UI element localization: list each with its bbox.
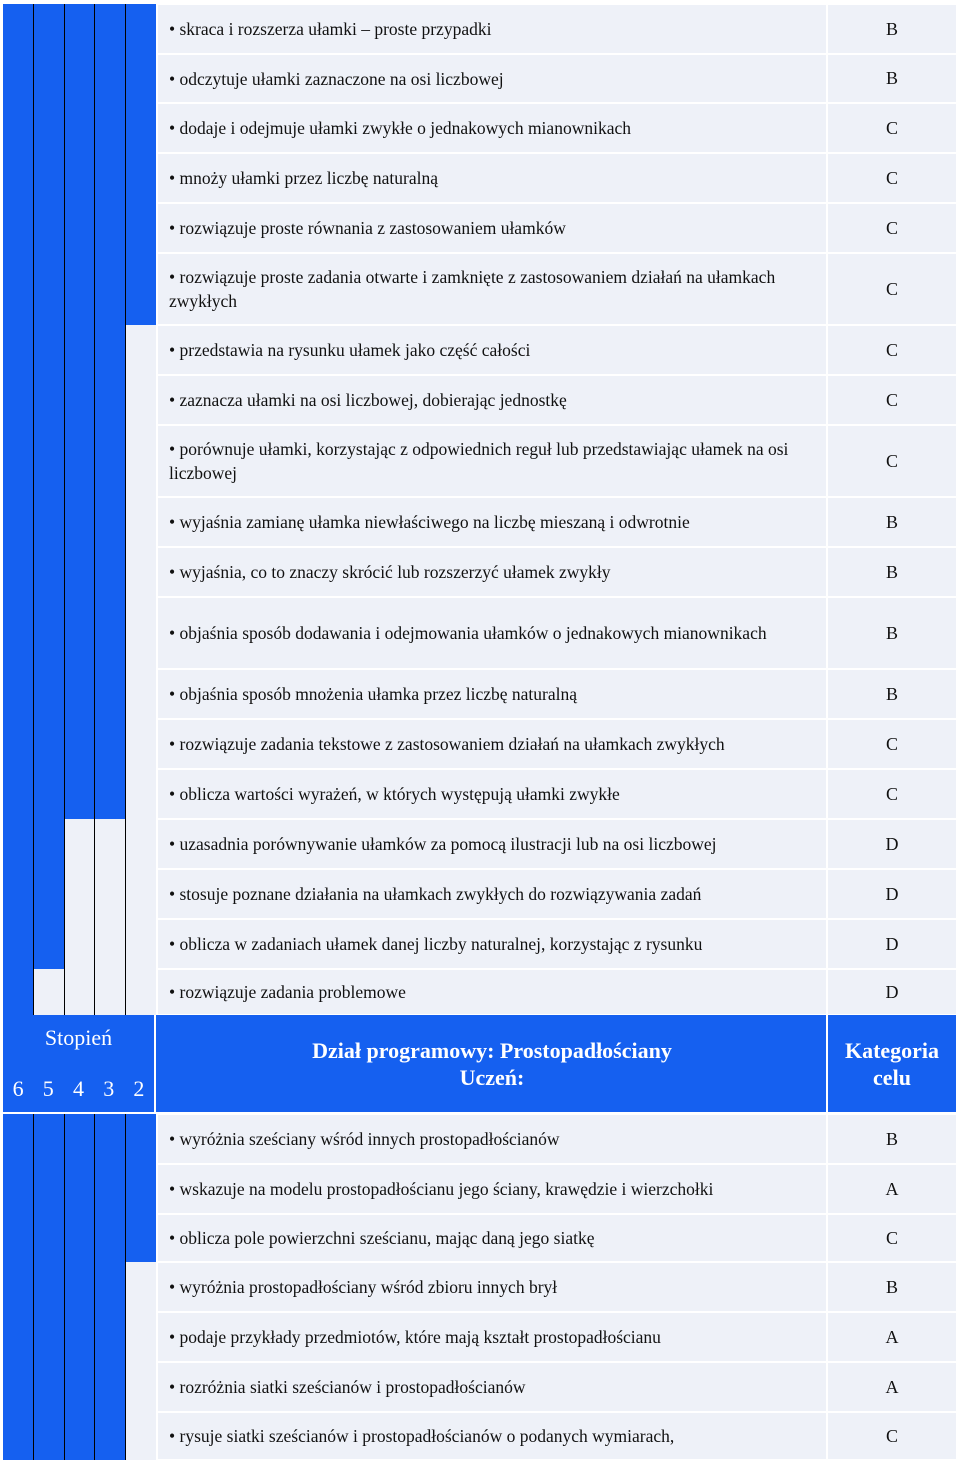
requirement-text: • zaznacza ułamki na osi liczbowej, dobierając jednostkę (158, 376, 826, 424)
grade-cells (3, 1262, 156, 1312)
requirement-text: • wyjaśnia, co to znaczy skrócić lub rozszerzyć ułamek zwykły (158, 548, 826, 596)
table-row (3, 769, 956, 819)
table-row (3, 203, 956, 253)
requirement-text: • rozwiązuje proste zadania otwarte i zamknięte z zastosowaniem działań na ułamkach zwykłych (158, 254, 826, 324)
table-row (3, 1312, 956, 1362)
table-row (3, 325, 956, 375)
requirement-text: • przedstawia na rysunku ułamek jako część całości (158, 326, 826, 374)
requirement-text: • wyróżnia sześciany wśród innych prostopadłościanów (158, 1115, 826, 1163)
grade-number: 3 (103, 1076, 115, 1101)
table-row (3, 425, 956, 497)
requirement-text: • mnoży ułamki przez liczbę naturalną (158, 154, 826, 202)
table-row (3, 1214, 956, 1262)
category-value: B (828, 598, 956, 668)
requirement-text: • wskazuje na modelu prostopadłościanu jego ściany, krawędzie i wierzchołki (158, 1165, 826, 1213)
table-row (3, 54, 956, 103)
category-value: D (828, 920, 956, 968)
table-row (3, 253, 956, 325)
category-value: C (828, 376, 956, 424)
grade-cells (3, 819, 156, 869)
category-value: B (828, 5, 956, 53)
category-value: A (828, 1313, 956, 1361)
requirement-text: • dodaje i odejmuje ułamki zwykłe o jednakowych mianownikach (158, 104, 826, 152)
category-value: D (828, 970, 956, 1014)
grade-numbers (3, 1076, 154, 1102)
requirement-text: • skraca i rozszerza ułamki – proste przypadki (158, 5, 826, 53)
category-value: C (828, 426, 956, 496)
section-header (3, 1015, 956, 1112)
stopien-header (3, 1015, 156, 1112)
grade-cells (3, 1362, 156, 1412)
category-value: B (828, 670, 956, 718)
category-value: A (828, 1165, 956, 1213)
table-row (3, 103, 956, 153)
grade-cells (3, 54, 156, 103)
requirement-text: • porównuje ułamki, korzystając z odpowiednich reguł lub przedstawiając ułamek na osi liczbowej (158, 426, 826, 496)
grade-cells (3, 969, 156, 1015)
table-row (3, 919, 956, 969)
category-value: C (828, 1215, 956, 1261)
category-value: C (828, 1413, 956, 1459)
table-row (3, 719, 956, 769)
table-row (3, 1114, 956, 1164)
table-row (3, 819, 956, 869)
grade-cells (3, 1412, 156, 1460)
table-row (3, 4, 956, 54)
grade-cells (3, 1214, 156, 1262)
grade-cells (3, 1312, 156, 1362)
requirement-text: • odczytuje ułamki zaznaczone na osi liczbowej (158, 55, 826, 102)
grade-cells (3, 547, 156, 597)
grade-cells (3, 425, 156, 497)
grade-cells (3, 325, 156, 375)
grade-number: 4 (73, 1076, 84, 1101)
requirement-text: • rozwiązuje zadania problemowe (158, 970, 826, 1014)
category-value: B (828, 55, 956, 102)
requirement-text: • objaśnia sposób mnożenia ułamka przez liczbę naturalną (158, 670, 826, 718)
category-header (828, 1015, 956, 1112)
category-value: D (828, 820, 956, 868)
table-row (3, 669, 956, 719)
requirement-text: • uzasadnia porównywanie ułamków za pomocą ilustracji lub na osi liczbowej (158, 820, 826, 868)
category-value: C (828, 154, 956, 202)
table-row (3, 597, 956, 669)
grade-cells (3, 253, 156, 325)
category-value: C (828, 254, 956, 324)
section-title-line2: Uczeń: (459, 1064, 525, 1090)
table-row (3, 1164, 956, 1214)
table-row (3, 375, 956, 425)
category-value: C (828, 770, 956, 818)
grade-cells (3, 597, 156, 669)
requirement-text: • wyróżnia prostopadłościany wśród zbioru innych brył (158, 1263, 826, 1311)
table-row (3, 547, 956, 597)
requirement-text: • rozróżnia siatki sześcianów i prostopadłościanów (158, 1363, 826, 1411)
category-value: B (828, 548, 956, 596)
category-value: C (828, 326, 956, 374)
grade-cells (3, 669, 156, 719)
requirement-text: • rozwiązuje proste równania z zastosowaniem ułamków (158, 204, 826, 252)
grade-number: 2 (133, 1076, 145, 1101)
requirement-text: • podaje przykłady przedmiotów, które mają kształt prostopadłościanu (158, 1313, 826, 1361)
category-value: C (828, 204, 956, 252)
category-header-line2: celu (873, 1064, 911, 1090)
grade-cells (3, 1164, 156, 1214)
table-row (3, 969, 956, 1015)
table-row (3, 869, 956, 919)
requirement-text: • wyjaśnia zamianę ułamka niewłaściwego na liczbę mieszaną i odwrotnie (158, 498, 826, 546)
requirement-text: • oblicza wartości wyrażeń, w których występują ułamki zwykłe (158, 770, 826, 818)
category-header-line1: Kategoria (844, 1037, 940, 1063)
grade-cells (3, 4, 156, 54)
category-value: C (828, 720, 956, 768)
stopien-label: Stopień (44, 1025, 113, 1050)
category-value: A (828, 1363, 956, 1411)
table-row (3, 497, 956, 547)
grade-cells (3, 919, 156, 969)
grade-cells (3, 375, 156, 425)
grade-number: 5 (42, 1076, 54, 1101)
requirement-text: • stosuje poznane działania na ułamkach zwykłych do rozwiązywania zadań (158, 870, 826, 918)
grade-cells (3, 869, 156, 919)
grade-cells (3, 103, 156, 153)
requirement-text: • oblicza w zadaniach ułamek danej liczby naturalnej, korzystając z rysunku (158, 920, 826, 968)
grade-cells (3, 769, 156, 819)
table-row (3, 1362, 956, 1412)
category-value: D (828, 870, 956, 918)
section-title (158, 1015, 828, 1112)
grade-cells (3, 497, 156, 547)
requirement-text: • rozwiązuje zadania tekstowe z zastosowaniem działań na ułamkach zwykłych (158, 720, 826, 768)
category-value: C (828, 104, 956, 152)
grade-cells (3, 719, 156, 769)
table-row (3, 153, 956, 203)
table-row (3, 1412, 956, 1460)
requirement-text: • oblicza pole powierzchni sześcianu, mając daną jego siatkę (158, 1215, 826, 1261)
requirement-text: • objaśnia sposób dodawania i odejmowania ułamków o jednakowych mianownikach (158, 598, 826, 668)
requirement-text: • rysuje siatki sześcianów i prostopadłościanów o podanych wymiarach, (158, 1413, 826, 1459)
category-value: B (828, 498, 956, 546)
grade-cells (3, 203, 156, 253)
section-title-line1: Dział programowy: Prostopadłościany (312, 1037, 672, 1063)
grade-number: 6 (12, 1076, 24, 1101)
grade-cells (3, 153, 156, 203)
grade-cells (3, 1114, 156, 1164)
category-value: B (828, 1115, 956, 1163)
table-row (3, 1262, 956, 1312)
category-value: B (828, 1263, 956, 1311)
